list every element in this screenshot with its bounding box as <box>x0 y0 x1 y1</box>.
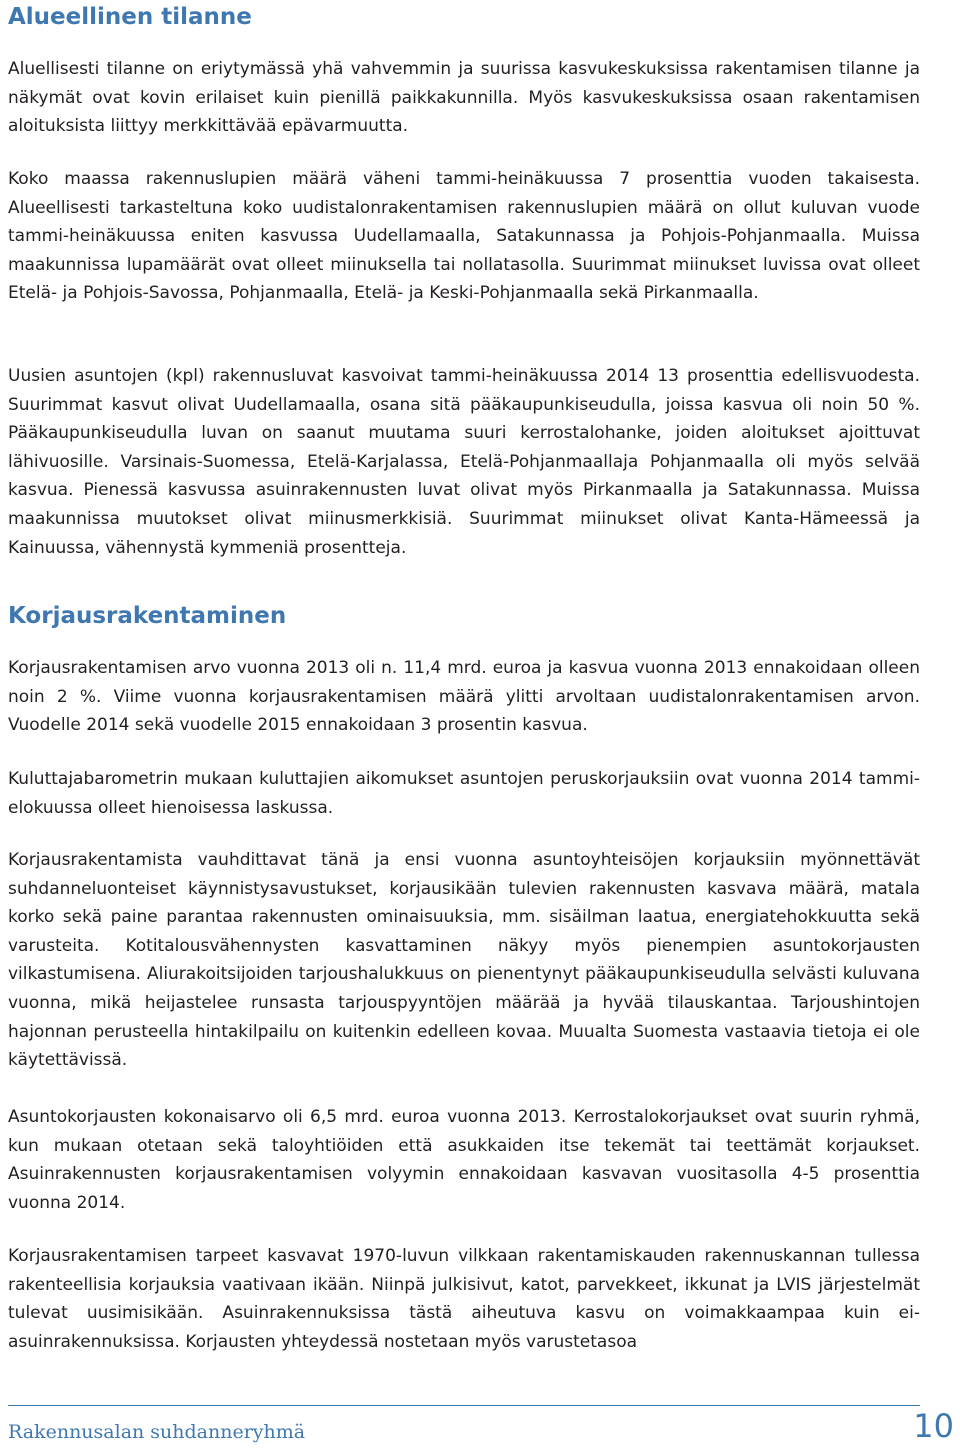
paragraph-1: Aluellisesti tilanne on eriytymässä yhä vahvemmin ja suurissa kasvukeskuksissa rakentamisen tilanne ja näkymät ovat kovin erilaiset kuin pienillä paikkakunnilla. Myös kasvukeskuksissa osaan rakentamisen aloituksista liittyy merkkittävää epävarmuutta. <box>8 59 920 137</box>
section-heading-alueellinen-tilanne: Alueellinen tilanne <box>8 4 252 30</box>
footer-publisher: Rakennusalan suhdanneryhmä <box>8 1421 306 1443</box>
paragraph-4: Korjausrakentamisen arvo vuonna 2013 oli n. 11,4 mrd. euroa ja kasvua vuonna 2013 ennakoidaan olleen noin 2 %. Viime vuonna korjausrakentamisen määrä ylitti arvoltaan uudistalonrakentamisen arvon. Vuodelle 2014 sekä vuodelle 2015 ennakoidaan 3 prosentin kasvua. <box>8 658 920 736</box>
paragraph-6: Korjausrakentamista vauhdittavat tänä ja ensi vuonna asuntoyhteisöjen korjauksiin myönnettävät suhdanneluonteiset käynnistysavustukset, korjausikään tulevien rakennusten kasvava määrä, matala korko sekä paine parantaa rakennusten ominaisuuksia, mm. sisäilman laatua, energiatehokkuutta sekä varusteita. Kotitalousvähennysten kasvattaminen näkyy myös pienempien asuntokorjausten vilkastumisena. Aliurakoitsijoiden tarjoushalukkuus on pienentynyt pääkaupunkiseudulla selvästi kuluvana vuonna, mikä heijastelee runsasta tarjouspyyntöjen määrää ja hyvää tilauskantaa. Tarjoushintojen hajonnan perusteella hintakilpailu on kuitenkin edelleen kovaa. Muualta Suomesta vastaavia tietoja ei ole käytettävissä. <box>8 850 920 1071</box>
paragraph-3: Uusien asuntojen (kpl) rakennusluvat kasvoivat tammi-heinäkuussa 2014 13 prosenttia edellisvuodesta. Suurimmat kasvut olivat Uudellamaalla, osana sitä pääkaupunkiseudulla, joissa kasvua oli noin 50 %. Pääkaupunkiseudulla luvan on saanut muutama suuri kerrostalohanke, joiden aloitukset ajoittuvat lähivuosille. Varsinais-Suomessa, Etelä-Karjalassa, Etelä-Pohjanmaallaja Pohjanmaalla oli myös selvää kasvua. Pienessä kasvussa asuinrakennusten luvat olivat myös Pirkanmaalla ja Satakunnassa. Muissa maakunnissa muutokset olivat miinusmerkkisiä. Suurimmat miinukset olivat Kanta-Hämeessä ja Kainuussa, vähennystä kymmeniä prosentteja. <box>8 366 920 558</box>
footer-divider <box>8 1405 920 1406</box>
page-number: 10 <box>913 1407 954 1445</box>
paragraph-2: Koko maassa rakennuslupien määrä väheni tammi-heinäkuussa 7 prosenttia vuoden takaisesta. Alueellisesti tarkasteltuna koko uudistalonrakentamisen rakennuslupien määrä on ollut kuluvan vuode tammi-heinäkuussa eniten kasvussa Uudellamaalla, Satakunnassa ja Pohjois-Pohjanmaalla. Muissa maakunnissa lupamäärät ovat olleet miinuksella tai nollatasolla. Suurimmat miinukset luvissa ovat olleet Etelä- ja Pohjois-Savossa, Pohjanmaalla, Etelä- ja Keski-Pohjanmaalla sekä Pirkanmaalla. <box>8 169 920 304</box>
paragraph-8: Korjausrakentamisen tarpeet kasvavat 1970-luvun vilkkaan rakentamiskauden rakennuskannan tullessa rakenteellisia korjauksia vaativaan ikään. Niinpä julkisivut, katot, parvekkeet, ikkunat ja LVIS järjestelmät tulevat uusimisikään. Asuinrakennuksissa tästä aiheutuva kasvu on voimakkaampaa kuin ei-asuinrakennuksissa. Korjausten yhteydessä nostetaan myös varustetasoa <box>8 1246 920 1352</box>
paragraph-5: Kuluttajabarometrin mukaan kuluttajien aikomukset asuntojen peruskorjauksiin ovat vuonna 2014 tammi-elokuussa olleet hienoisessa laskussa. <box>8 769 920 818</box>
paragraph-7: Asuntokorjausten kokonaisarvo oli 6,5 mrd. euroa vuonna 2013. Kerrostalokorjaukset ovat suurin ryhmä, kun mukaan otetaan sekä taloyhtiöiden että asukkaiden itse tekemät tai teettämät korjaukset. Asuinrakennusten korjausrakentamisen volyymin ennakoidaan kasvavan vuositasolla 4-5 prosenttia vuonna 2014. <box>8 1107 920 1213</box>
section-heading-korjausrakentaminen: Korjausrakentaminen <box>8 603 287 629</box>
